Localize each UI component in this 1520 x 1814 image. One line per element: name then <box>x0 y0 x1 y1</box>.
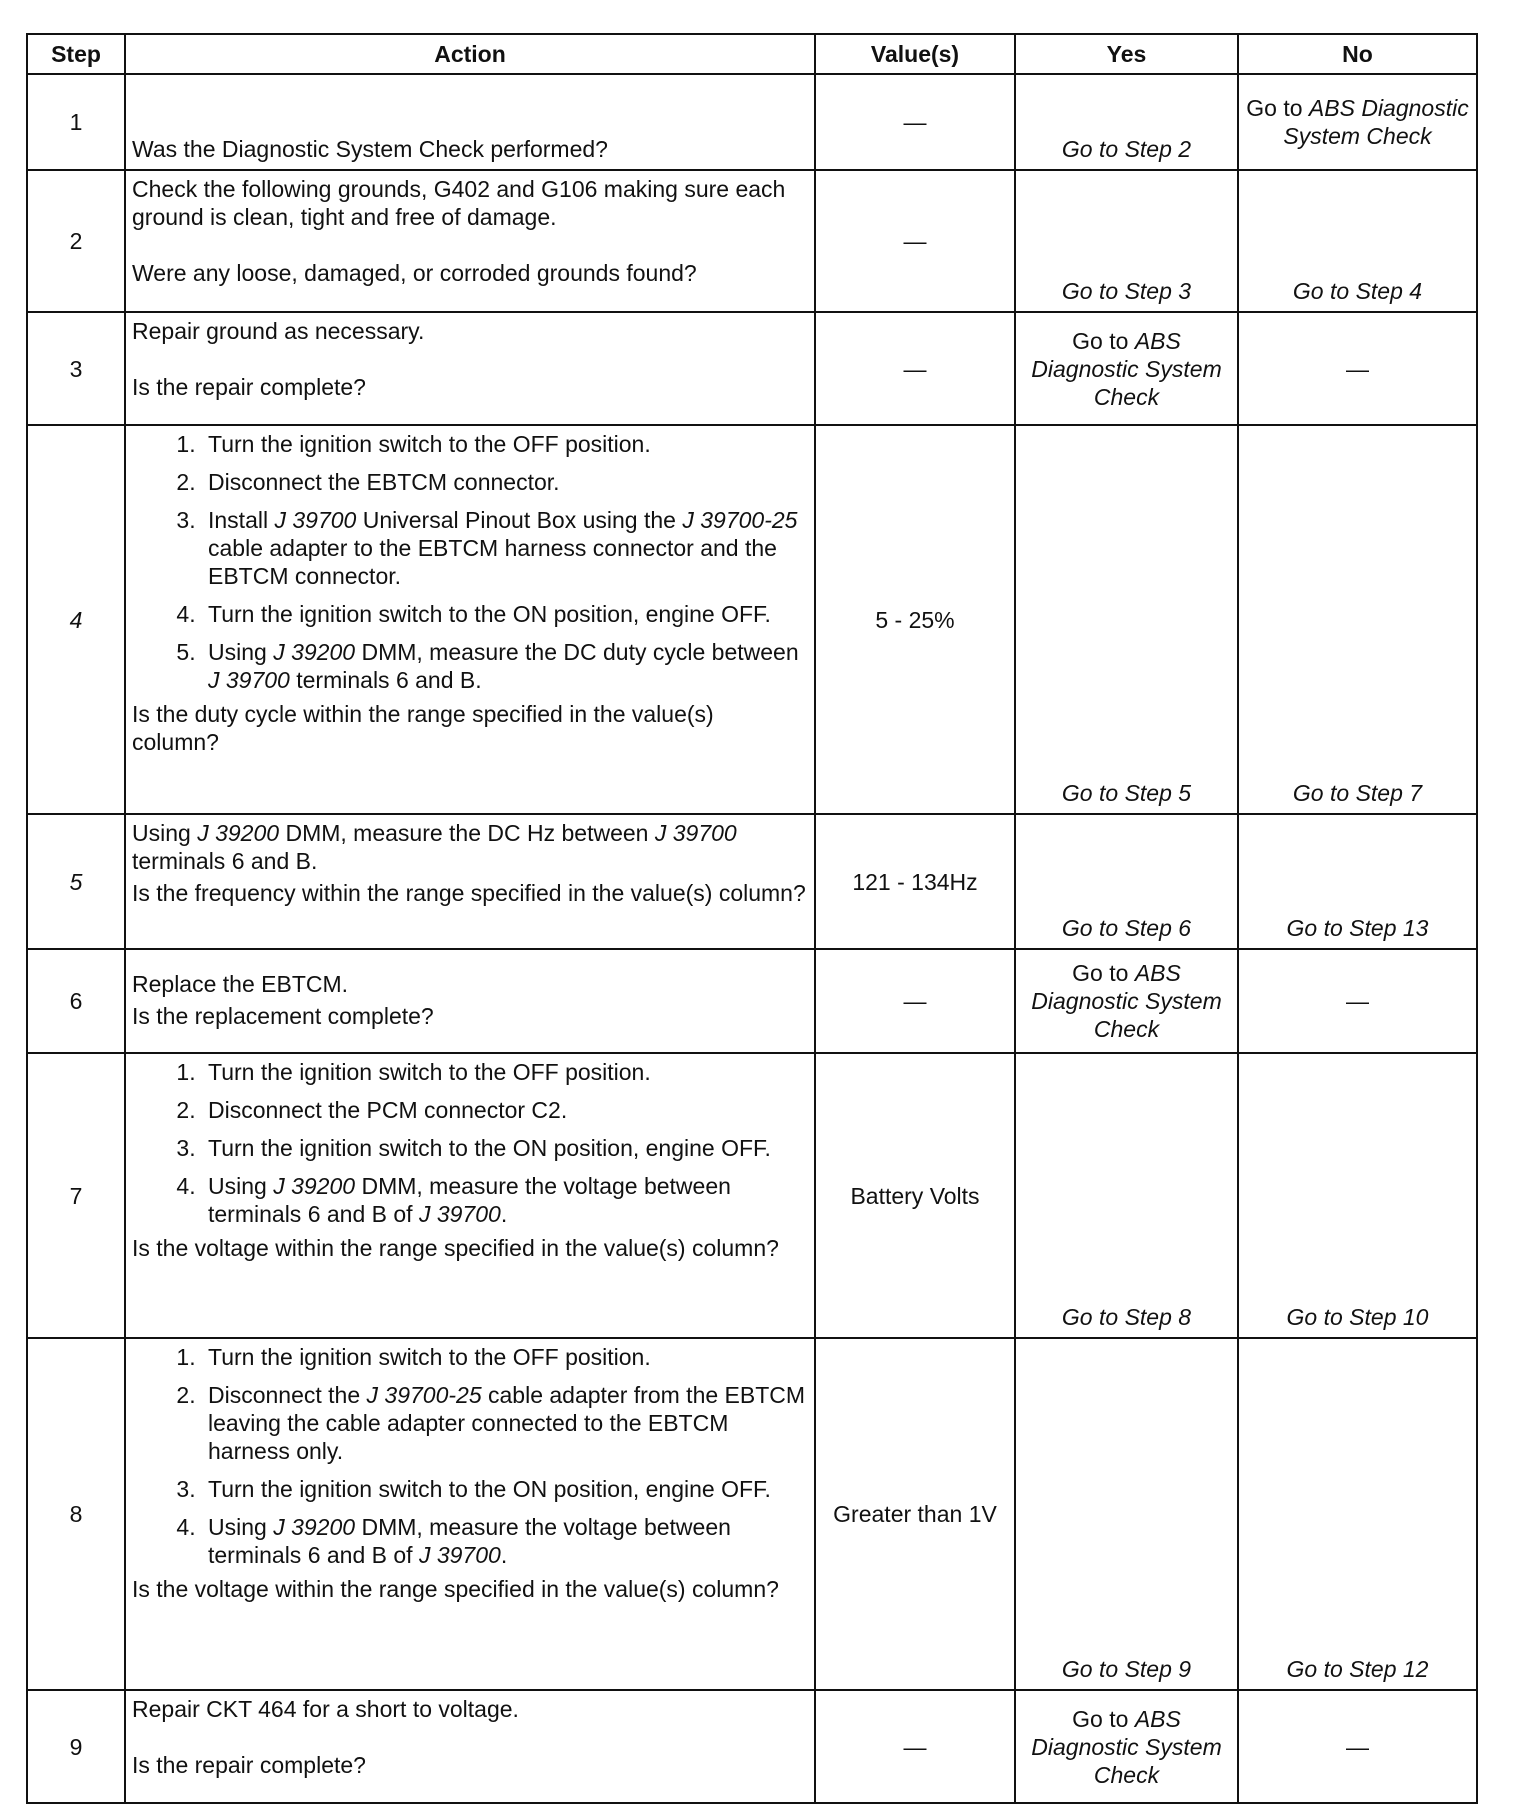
tool-ref: J 39700 <box>418 1201 501 1227</box>
action-text: Using J 39200 DMM, measure the DC Hz between J 39700 terminals 6 and B. <box>132 820 737 874</box>
header-no: No <box>1238 34 1477 74</box>
table-row <box>27 312 1477 425</box>
action-cell <box>125 425 815 814</box>
yes-cell: Go to Step 9 <box>1015 1338 1238 1690</box>
list-item: 1. Turn the ignition switch to the OFF position. <box>202 430 806 458</box>
value-cell: 121 - 134Hz <box>815 814 1015 949</box>
list-item: 4. Using J 39200 DMM, measure the voltage between terminals 6 and B of J 39700. <box>202 1513 806 1569</box>
value-cell: Battery Volts <box>815 1053 1015 1338</box>
step-number: 6 <box>27 949 125 1053</box>
action-question: Is the frequency within the range specified in the value(s) column? <box>132 880 806 906</box>
tool-ref: J 39700 <box>418 1542 501 1568</box>
header-yes: Yes <box>1015 34 1238 74</box>
action-question: Is the voltage within the range specified in the value(s) column? <box>132 1576 779 1602</box>
header-step: Step <box>27 34 125 74</box>
yes-cell: Go to Step 8 <box>1015 1053 1238 1338</box>
tool-ref: J 39200 <box>197 820 280 846</box>
tool-ref: J 39200 <box>273 1173 356 1199</box>
header-row <box>27 34 1477 74</box>
action-text: Replace the EBTCM. <box>132 971 349 997</box>
step-number: 5 <box>27 814 125 949</box>
abs-check-link[interactable]: ABS Diagnostic System Check <box>1031 327 1222 410</box>
action-question: Is the duty cycle within the range specified in the value(s) column? <box>132 701 714 755</box>
action-cell <box>125 814 815 949</box>
abs-check-link[interactable]: ABS Diagnostic System Check <box>1031 960 1222 1042</box>
no-cell <box>1238 74 1477 170</box>
list-item: 2. Disconnect the PCM connector C2. <box>202 1096 806 1124</box>
list-item: 1. Turn the ignition switch to the OFF position. <box>202 1343 806 1371</box>
no-cell: Go to Step 4 <box>1238 170 1477 312</box>
table-row <box>27 1690 1477 1803</box>
step-number: 1 <box>27 74 125 170</box>
action-cell <box>125 1338 815 1690</box>
action-question: Is the repair complete? <box>132 1752 366 1778</box>
no-prefix: Go to <box>1246 95 1309 121</box>
yes-cell: Go to Step 5 <box>1015 425 1238 814</box>
list-item: 3. Turn the ignition switch to the ON position, engine OFF. <box>202 1475 806 1503</box>
list-item: 1. Turn the ignition switch to the OFF position. <box>202 1058 806 1086</box>
value-cell: — <box>815 949 1015 1053</box>
action-text: Repair CKT 464 for a short to voltage. <box>132 1696 519 1722</box>
header-action: Action <box>125 34 815 74</box>
value-cell: — <box>815 1690 1015 1803</box>
tool-ref: J 39200 <box>273 1514 356 1540</box>
step-number: 4 <box>27 425 125 814</box>
list-item: 3. Turn the ignition switch to the ON position, engine OFF. <box>202 1134 806 1162</box>
step-number: 7 <box>27 1053 125 1338</box>
action-question: Is the repair complete? <box>132 374 366 400</box>
procedure-list <box>132 1343 806 1569</box>
action-question: Is the voltage within the range specified in the value(s) column? <box>132 1235 779 1261</box>
tool-ref: J 39700 <box>654 820 737 846</box>
procedure-list <box>132 430 806 694</box>
no-cell: — <box>1238 1690 1477 1803</box>
table-row <box>27 170 1477 312</box>
no-cell: Go to Step 13 <box>1238 814 1477 949</box>
action-cell <box>125 170 815 312</box>
no-cell: — <box>1238 949 1477 1053</box>
no-cell: Go to Step 10 <box>1238 1053 1477 1338</box>
action-text: Check the following grounds, G402 and G106 making sure each ground is clean, tight and free of damage. <box>132 176 786 230</box>
no-cell: Go to Step 7 <box>1238 425 1477 814</box>
diagnostic-table <box>26 33 1478 1804</box>
yes-cell <box>1015 1690 1238 1803</box>
yes-cell: Go to Step 6 <box>1015 814 1238 949</box>
action-question: Is the replacement complete? <box>132 1003 434 1029</box>
action-cell <box>125 1053 815 1338</box>
list-item: 4. Using J 39200 DMM, measure the voltage between terminals 6 and B of J 39700. <box>202 1172 806 1228</box>
table-row <box>27 1338 1477 1690</box>
yes-prefix: Go to <box>1072 1705 1135 1732</box>
value-cell: — <box>815 74 1015 170</box>
action-text: Repair ground as necessary. <box>132 318 425 344</box>
yes-prefix: Go to <box>1072 960 1135 986</box>
step-number: 3 <box>27 312 125 425</box>
tool-ref: J 39700-25 <box>366 1382 482 1408</box>
action-question: Were any loose, damaged, or corroded grounds found? <box>132 260 697 286</box>
step-number: 2 <box>27 170 125 312</box>
action-cell <box>125 312 815 425</box>
header-values: Value(s) <box>815 34 1015 74</box>
tool-ref: J 39700 <box>274 507 357 533</box>
table-row <box>27 1053 1477 1338</box>
no-cell: Go to Step 12 <box>1238 1338 1477 1690</box>
table-row <box>27 949 1477 1053</box>
tool-ref: J 39700 <box>208 667 290 693</box>
yes-cell: Go to Step 2 <box>1015 74 1238 170</box>
abs-check-link[interactable]: ABS Diagnostic System Check <box>1031 1705 1222 1788</box>
yes-cell: Go to Step 3 <box>1015 170 1238 312</box>
yes-prefix: Go to <box>1072 327 1135 354</box>
list-item: 2. Disconnect the EBTCM connector. <box>202 468 806 496</box>
value-cell: 5 - 25% <box>815 425 1015 814</box>
procedure-list <box>132 1058 806 1228</box>
value-cell: — <box>815 312 1015 425</box>
list-item: 3. Install J 39700 Universal Pinout Box using the J 39700-25 cable adapter to the EBTCM harness connector and the EBTCM connector. <box>202 506 806 590</box>
value-cell: — <box>815 170 1015 312</box>
action-question: Was the Diagnostic System Check performed? <box>132 136 608 162</box>
action-cell <box>125 74 815 170</box>
step-number: 9 <box>27 1690 125 1803</box>
table-row <box>27 814 1477 949</box>
yes-cell <box>1015 949 1238 1053</box>
list-item: 4. Turn the ignition switch to the ON position, engine OFF. <box>202 600 806 628</box>
list-item: 5. Using J 39200 DMM, measure the DC duty cycle between J 39700 terminals 6 and B. <box>202 638 806 694</box>
no-cell: — <box>1238 312 1477 425</box>
value-cell: Greater than 1V <box>815 1338 1015 1690</box>
table-row <box>27 425 1477 814</box>
tool-ref: J 39700-25 <box>682 507 798 533</box>
yes-cell <box>1015 312 1238 425</box>
list-item: 2. Disconnect the J 39700-25 cable adapter from the EBTCM leaving the cable adapter connected to the EBTCM harness only. <box>202 1381 806 1465</box>
step-number: 8 <box>27 1338 125 1690</box>
abs-check-link[interactable]: ABS Diagnostic System Check <box>1283 95 1469 149</box>
action-cell <box>125 949 815 1053</box>
diagnostic-table-sheet <box>26 33 1476 1804</box>
tool-ref: J 39200 <box>273 639 356 665</box>
table-row <box>27 74 1477 170</box>
action-cell <box>125 1690 815 1803</box>
